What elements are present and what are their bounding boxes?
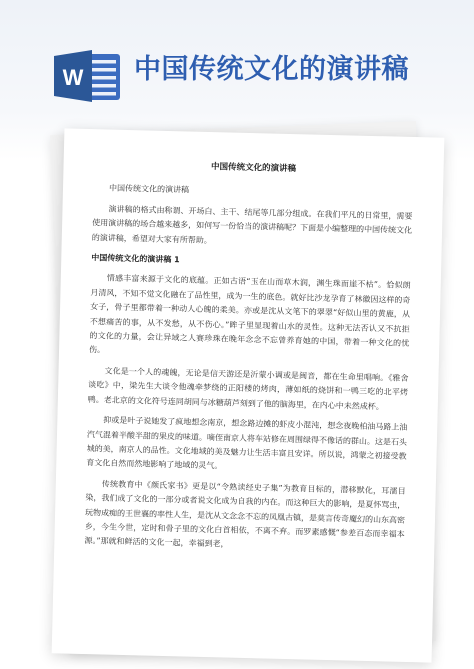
- body-paragraph: 抑或是叶子说她发了疯地想念南京，想念路边摊的虾皮小混沌，想念夜晚柏油马路上油汽气混着半酸半甜的果皮的味道。嘀侄南京人将车站修在周围绿得不像话的群山。这是石头城的美，南京人的品性。文化地域的美及魅力让生活丰富且安详。所以说，鸿蒙之初接受教育文化自然而然地影响了地域的灵气。: [86, 415, 408, 471]
- document-subtitle: 中国传统文化的演讲稿: [108, 183, 190, 195]
- page-title: 中国传统文化的演讲稿: [134, 54, 409, 85]
- intro-paragraph: 演讲稿的格式由称谓、开场白、主干、结尾等几部分组成。在我们平凡的日常里，需要使用演讲稿的场合越来越多，如何写一份恰当的演讲稿呢？下面是小编整理的中国传统文化的演讲稿，希望对大家有所帮助。: [91, 204, 413, 245]
- body-paragraph: 传统教育中《颜氏家书》更是以“令熟读经史子集”为教育目标的，潜移默化，耳濡目染，我们成了文化的一部分或者说文化成为自我的内在。而这种巨大的影响，是夏怀骂虫，玩物成痴的王世襄的率性人生，是沈从文念念不忘的凤凰古镇，是莫言传奇魔幻的山东高密乡，今生今世，定时和骨子里的文化白首相依，不离不弃。而罗素感慨“参差百态而幸福本源。”那就和鲜活的文化一起，幸福到老，: [84, 479, 406, 549]
- document-page: [52, 128, 445, 662]
- body-paragraph: 情感丰富来源于文化的底蕴。正如古语“玉在山而草木润，渊生珠而崖不枯”。恰似朗月清风，不知不觉文化融在了品性里，成为一生的底色。就好比沙龙孕育了林徽因这样的奇女子，骨子里都带着一种动人心魄的柔美。亦或是沈从文笔下的翠翠“好似山里的黄鹿，从不想痛苦的事，从不发愁，从不伤心。”眸子里显现着山水的灵性。这种无法否认又不抗拒的文化的力量，会让异域之人赛珍珠在晚年念念不忘曾养育她的中国，带着一种文化的忧伤。: [88, 273, 411, 355]
- body-paragraph: 文化是一个人的魂魄，无论是信天游还是沂蒙小调或是闽音，都在生命里唱响。《雅舍谈吃》中，梁先生大谈令他魂牵梦绕的正阳楼的烤肉，薄如纸的烧饼和一鸭三吃的北平烤鸭。老北京的文化符号连同胡同与冰糖葫芦刻到了他的脑海里，在内心中未然成杯。: [87, 366, 409, 412]
- document-content: [84, 157, 414, 562]
- word-icon-letter: W: [62, 65, 84, 90]
- section-heading: 中国传统文化的演讲稿 1: [91, 253, 180, 265]
- document-title: 中国传统文化的演讲稿: [210, 162, 297, 175]
- word-document-icon: [52, 48, 124, 104]
